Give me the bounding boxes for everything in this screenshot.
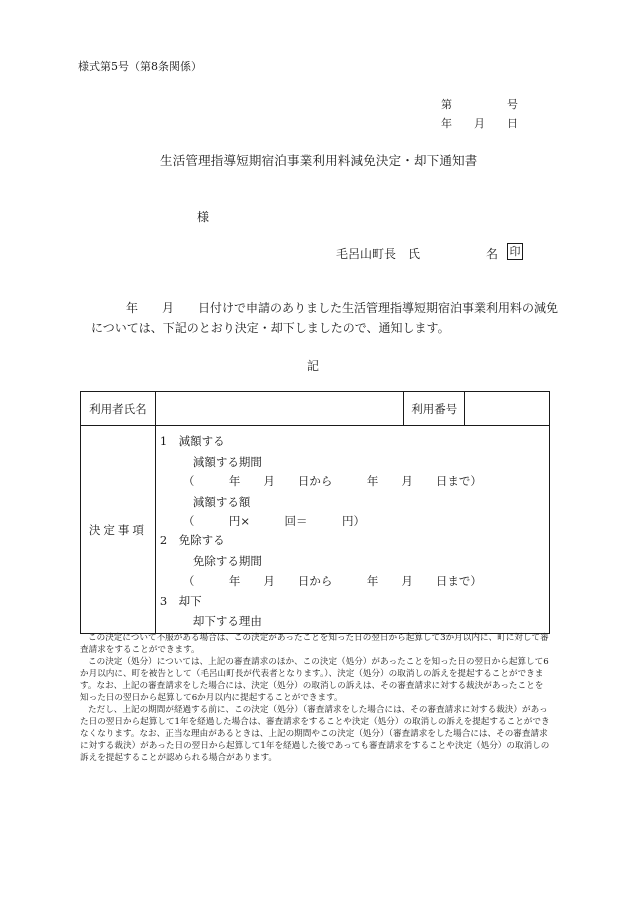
decision-content: [155, 426, 549, 634]
decision-line-exempt-period: 免除する期間: [192, 554, 262, 568]
decision-line-reject: 3 却下: [159, 594, 202, 608]
issuer-name-label: 名: [486, 247, 499, 261]
user-name-label: 利用者氏名: [81, 392, 156, 426]
decision-label: 決定事項: [81, 426, 156, 634]
form-number: 様式第5号（第8条関係）: [78, 60, 202, 73]
note-paragraph: この決定（処分）については、上記の審査請求のほか、この決定（処分）があったことを知った日の翌日から起算して6か月以内に、町を被告として（毛呂山町長が代表者となります。）、決定（処分）の取消しの訴えを提起することができます。なお、上記の審査請求をした場合には、決定（処分）の取消しの訴えは、その審査請求に対する裁決があったことを知った日の翌日から起算して6か月以内に提起することができます。: [80, 657, 549, 703]
user-row: [81, 392, 550, 426]
document-number-line: 第 号: [441, 98, 518, 111]
note-paragraph: ただし、上記の期間が経過する前に、この決定（処分）（審査請求をした場合には、その審査請求に対する裁決）があった日の翌日から起算して1年を経過した場合は、審査請求をすることや決定（処分）の取消しの訴えを提起することができなくなります。なお、正当な理由があるときは、上記の期間やこの決定（処分）（審査請求をした場合には、その審査請求に対する裁決）があった日の翌日から起算して1年を経過した後であっても審査請求をすることや決定（処分）の取消しの訴えを提起することが認められる場合があります。: [80, 705, 550, 763]
decision-line-exempt-dates: （ 年 月 日から 年 月 日まで）: [182, 574, 482, 588]
addressee: 様: [197, 210, 210, 224]
date-line: 年 月 日: [441, 117, 518, 130]
decision-line-reduce-period: 減額する期間: [192, 455, 262, 469]
user-number-label: 利用番号: [404, 392, 465, 426]
decision-row: [81, 426, 550, 634]
decision-line-reduce-dates: （ 年 月 日から 年 月 日まで）: [182, 474, 482, 488]
decision-line-amount-calc: （ 円× 回＝ 円）: [182, 514, 365, 528]
user-name-field[interactable]: [155, 392, 403, 426]
ki-heading: 記: [307, 359, 320, 373]
decision-line-reduce: 1 減額する: [159, 434, 225, 448]
decision-line-reject-reason: 却下する理由: [192, 614, 262, 628]
body-line-2: については、下記のとおり決定・却下しましたので、通知します。: [91, 321, 450, 335]
seal-mark: 印: [507, 243, 523, 260]
issuer: 毛呂山町長 氏: [336, 247, 421, 261]
body-line-1: 年 月 日付けで申請のありました生活管理指導短期宿泊事業利用料の減免: [126, 301, 559, 315]
decision-table: [80, 391, 550, 634]
user-number-field[interactable]: [465, 392, 550, 426]
decision-line-reduce-amount: 減額する額: [192, 495, 251, 509]
document-title: 生活管理指導短期宿泊事業利用料減免決定・却下通知書: [160, 153, 478, 168]
decision-line-exempt: 2 免除する: [159, 533, 225, 547]
notes: [80, 632, 550, 764]
note-paragraph: この決定について不服がある場合は、この決定があったことを知った日の翌日から起算して3か月以内に、町に対して審査請求をすることができます。: [80, 633, 549, 655]
